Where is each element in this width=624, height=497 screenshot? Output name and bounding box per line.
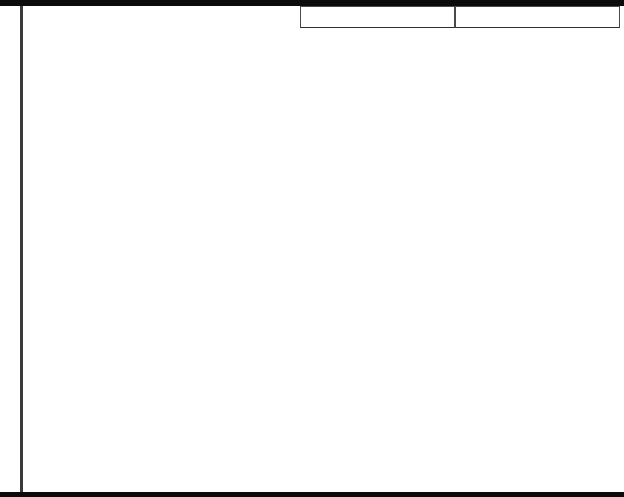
column-header-tax [455,6,620,28]
tax-declaration-table [23,6,620,492]
column-header-base [300,6,455,28]
bottom-black-bar [0,492,624,497]
